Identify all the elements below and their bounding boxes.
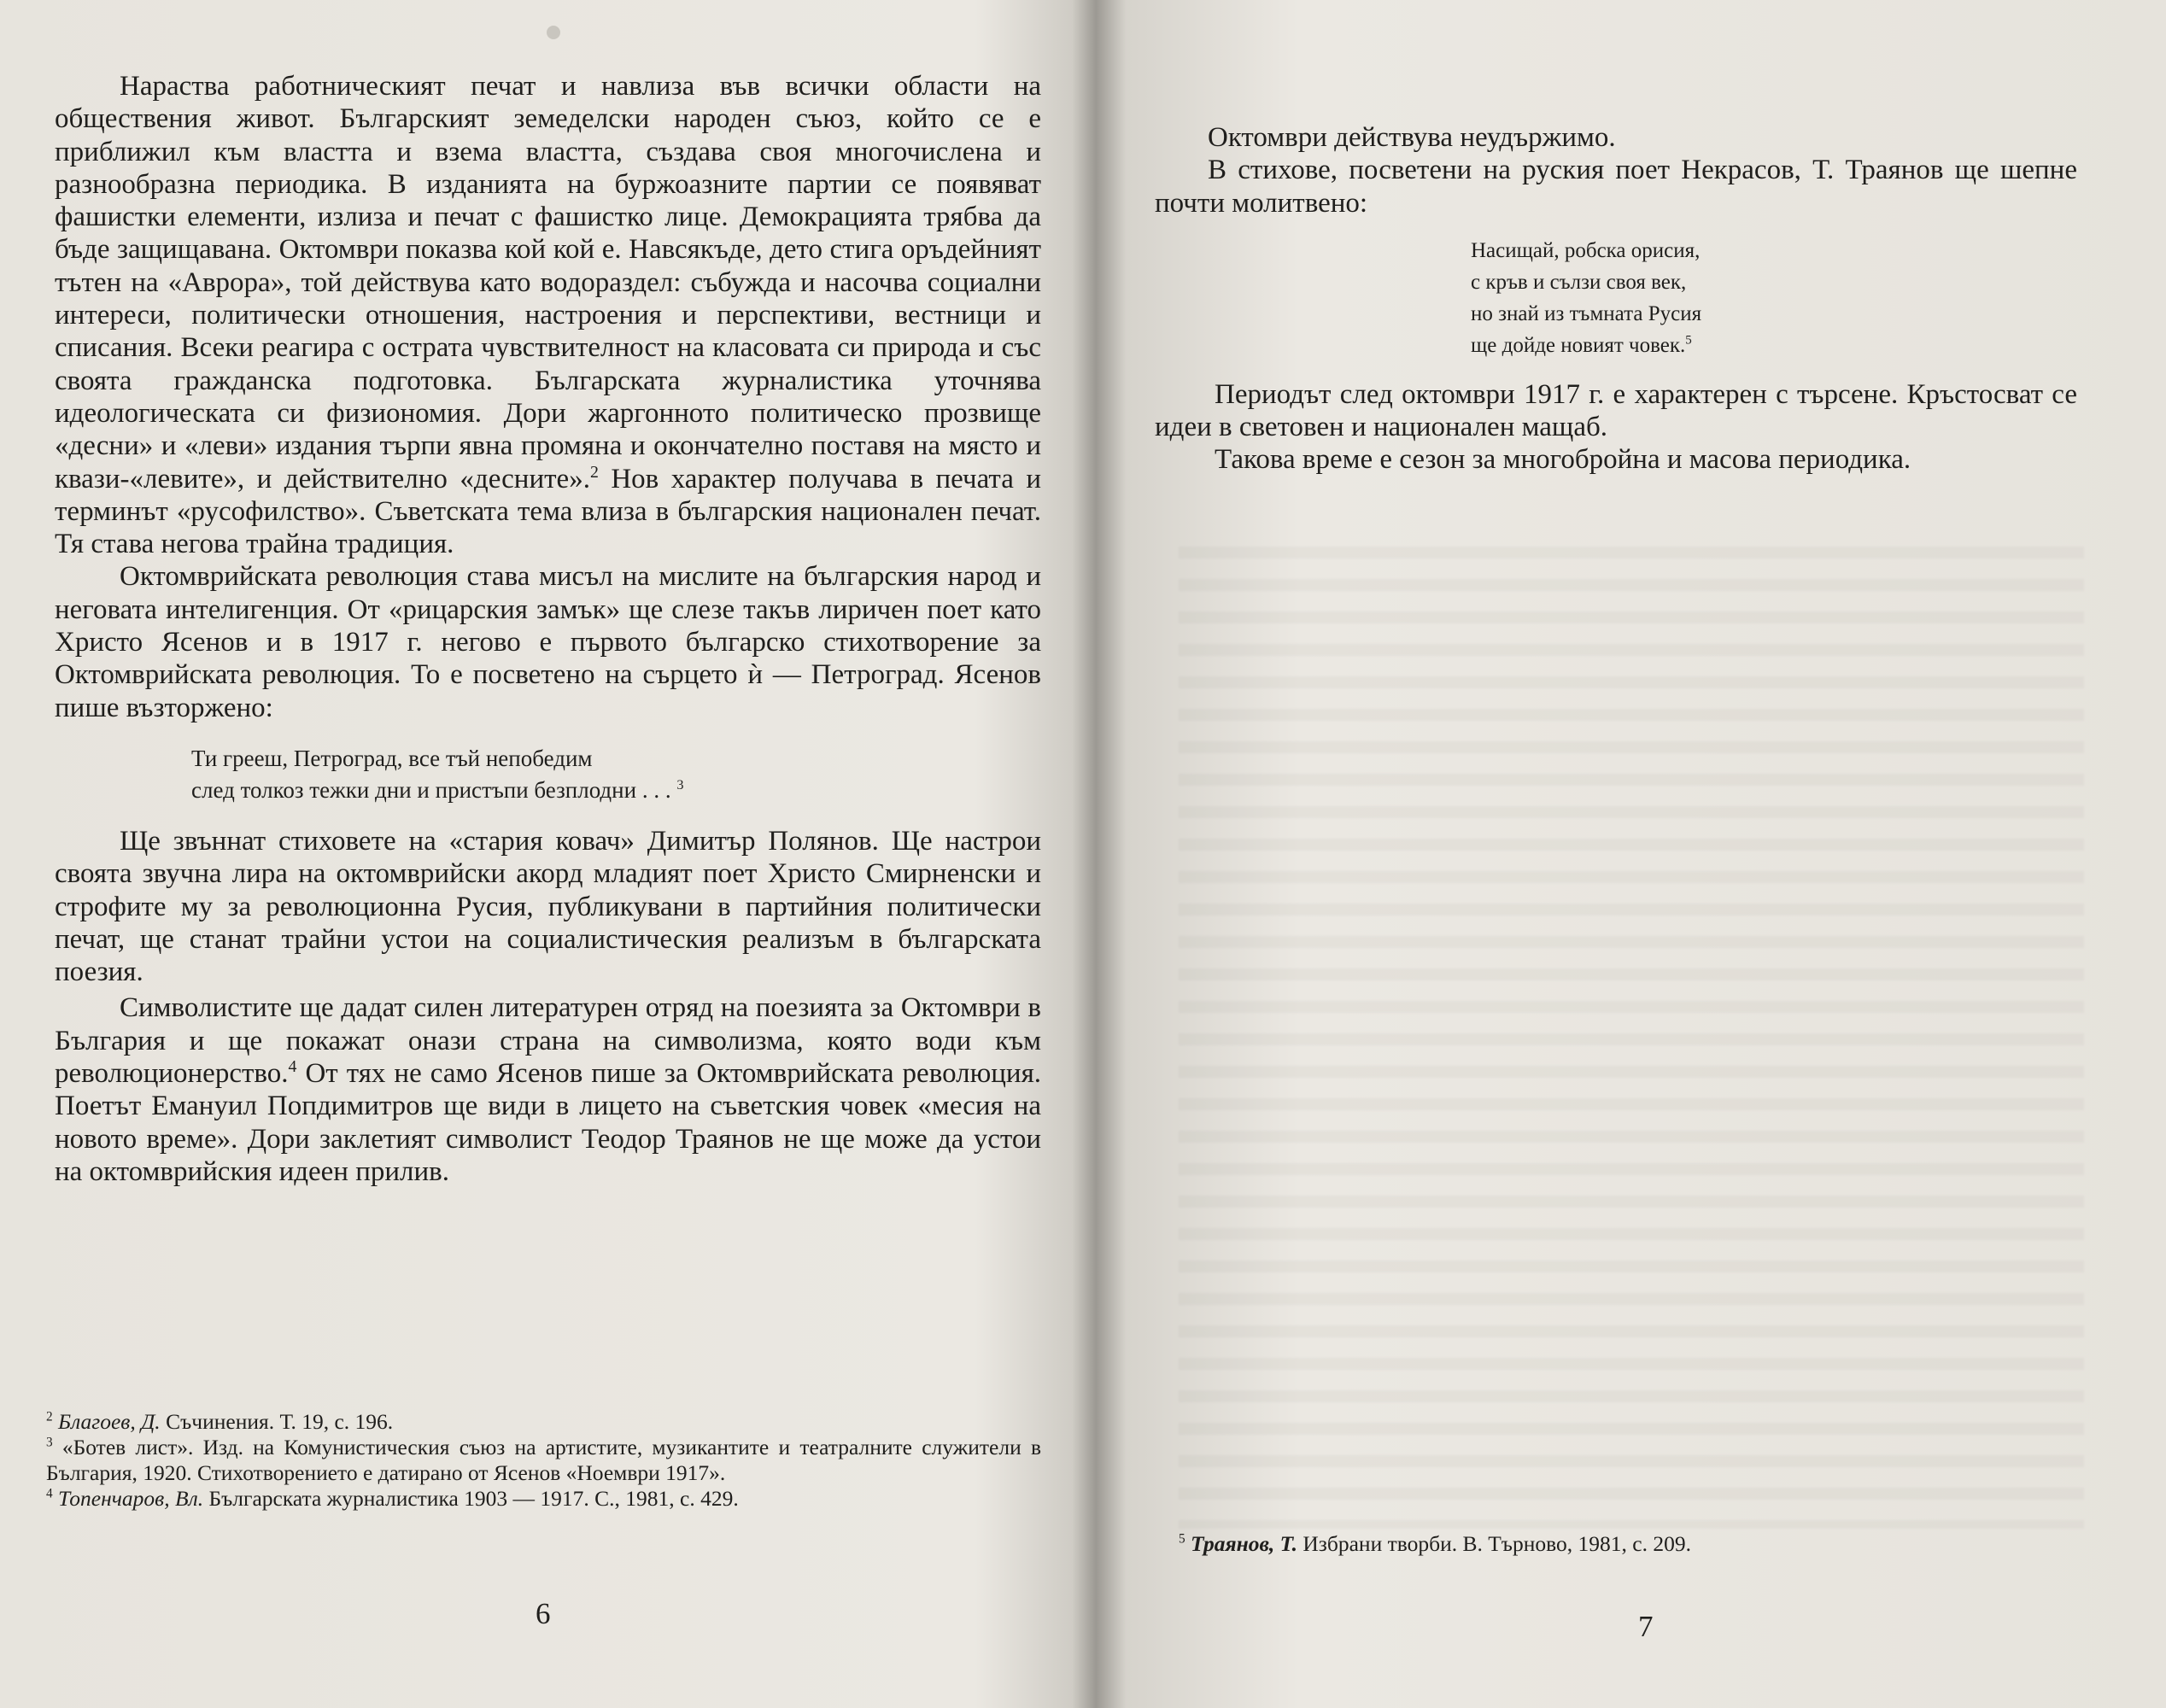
footnote-author: Траянов, Т.: [1191, 1531, 1298, 1556]
footnote-ref: 2: [589, 462, 599, 482]
paragraph: Периодът след октомври 1917 г. е характерен с търсене. Кръстосват се идеи в световен и национален мащаб.: [1155, 378, 2077, 443]
paragraph: [55, 70, 1041, 560]
paragraph: Октомврийската революция става мисъл на мислите на българския народ и неговата интелигенция. От «рицарския замък» ще слезе такъв лиричен поет като Христо Ясенов и в 1917 г. негово е първото българско стихотворение за Октомврийската революция. То е посветено на сърцето ѝ — Петроград. Ясенов пише възторжено:: [55, 561, 1041, 723]
paragraph: Октомври действува неудържимо.: [1208, 122, 1616, 153]
verse-quote: [1471, 235, 2077, 361]
paragraph: Ще звъннат стиховете на «стария ковач» Димитър Полянов. Ще настрои своята звучна лира на октомврийски акорд младият поет Христо Смирненски и строфите му за революционна Русия, публикувани в партийния политически печат, ще станат трайни устои на социалистическия реализъм в българската поезия.: [55, 825, 1041, 988]
footnote-text: «Ботев лист». Изд. на Комунистическия съюз на артистите, музикантите и театралните служители в България, 1920. Стихотворението е датирано от Ясенов «Ноември 1917».: [46, 1435, 1042, 1485]
verse-line: Насищай, робска орисия,: [1471, 238, 1701, 262]
page-number: 7: [1638, 1610, 1654, 1643]
show-through-text: [1179, 547, 2084, 1529]
paragraph: Такова време е сезон за многобройна и масова периодика.: [1215, 444, 1911, 476]
footnote-text: Избрани творби. В. Търново, 1981, с. 209.: [1303, 1531, 1691, 1556]
footnote-number: 4: [46, 1486, 53, 1501]
paragraph-text: Символистите ще дадат силен литературен отряд на поезията за Октомври в България и ще покажат онази страна на символизма, която води към революционерство.: [55, 992, 1041, 1090]
paper-spot: [547, 26, 560, 39]
footnote: [1179, 1531, 1947, 1557]
footnote-number: 2: [46, 1409, 53, 1424]
paragraph: В стихове, посветени на руския поет Некрасов, Т. Траянов ще шепне почти молитвено:: [1155, 155, 2077, 219]
verse-quote: [191, 743, 1041, 806]
paragraph-text: Нараства работническият печат и навлиза във всички области на обществения живот. Българският земеделски народен съюз, който се е приближил към властта и взема властта, създава своя многочислена и разнообразна периодика. В изданията на буржоазните партии се появяват фашистки елементи, излиза и печат с фашистко лице. Демокрацията трябва да бъде защищавана. Октомври показва кой кой е. Навсякъде, дето стига оръдейният тътен на «Аврора», той действува като водораздел: събужда и насочва социални интереси, политически отношения, настроения и перспективи, вестници и списания. Всеки реагира с острата чувствителност на класовата си природа и със своята гражданска подготовка. Българската журналистика уточнява идеологическата си физиономия. Дори жаргонното политическо прозвище «десни» и «леви» издания търпи явна промяна и окончателно поставя на място и квази-«левите», и действително «десните».: [55, 71, 1041, 494]
footnote-text: Българската журналистика 1903 — 1917. С., 1981, с. 429.: [208, 1486, 739, 1511]
left-footnotes: [46, 1409, 1041, 1512]
footnote-number: 3: [46, 1435, 53, 1450]
footnote-text: Съчинения. Т. 19, с. 196.: [166, 1409, 394, 1434]
footnote-ref: 3: [676, 776, 684, 793]
footnote: [46, 1409, 1041, 1435]
verse-line: но знай из тъмната Русия: [1471, 301, 1702, 325]
footnote-author: Благоев, Д.: [58, 1409, 161, 1434]
footnote: [46, 1486, 1041, 1512]
footnote-ref: 5: [1685, 333, 1692, 348]
right-footnotes: [1179, 1531, 1947, 1557]
page-number: 6: [536, 1597, 551, 1630]
left-body-text: [55, 70, 1041, 1188]
verse-line: [191, 775, 1041, 806]
verse-line: [1471, 330, 2077, 361]
footnote-ref: 4: [288, 1057, 297, 1077]
paragraph-text: От тях не само Ясенов пише за Октомврийската революция. Поетът Емануил Попдимитров ще види в лицето на съветския човек «месия на новото време». Дори заклетият символист Теодор Траянов не ще може да устои на октомврийския идеен прилив.: [55, 1058, 1041, 1187]
footnote-author: Топенчаров, Вл.: [58, 1486, 204, 1511]
verse-text: ще дойде новият човек.: [1471, 333, 1686, 357]
paragraph: [55, 991, 1041, 1188]
footnote-number: 5: [1179, 1531, 1185, 1547]
right-body-text: [1155, 121, 2077, 477]
verse-text: след толкоз тежки дни и пристъпи безплодни . . .: [191, 776, 671, 803]
verse-line: Ти грееш, Петроград, все тъй непобедим: [191, 745, 593, 771]
paragraph-text: Нов характер получава в печата и терминът «русофилство». Съветската тема влиза в българския национален печат. Тя става негова трайна традиция.: [55, 463, 1041, 560]
verse-line: с кръв и сълзи своя век,: [1471, 270, 1687, 294]
footnote: [46, 1435, 1041, 1486]
